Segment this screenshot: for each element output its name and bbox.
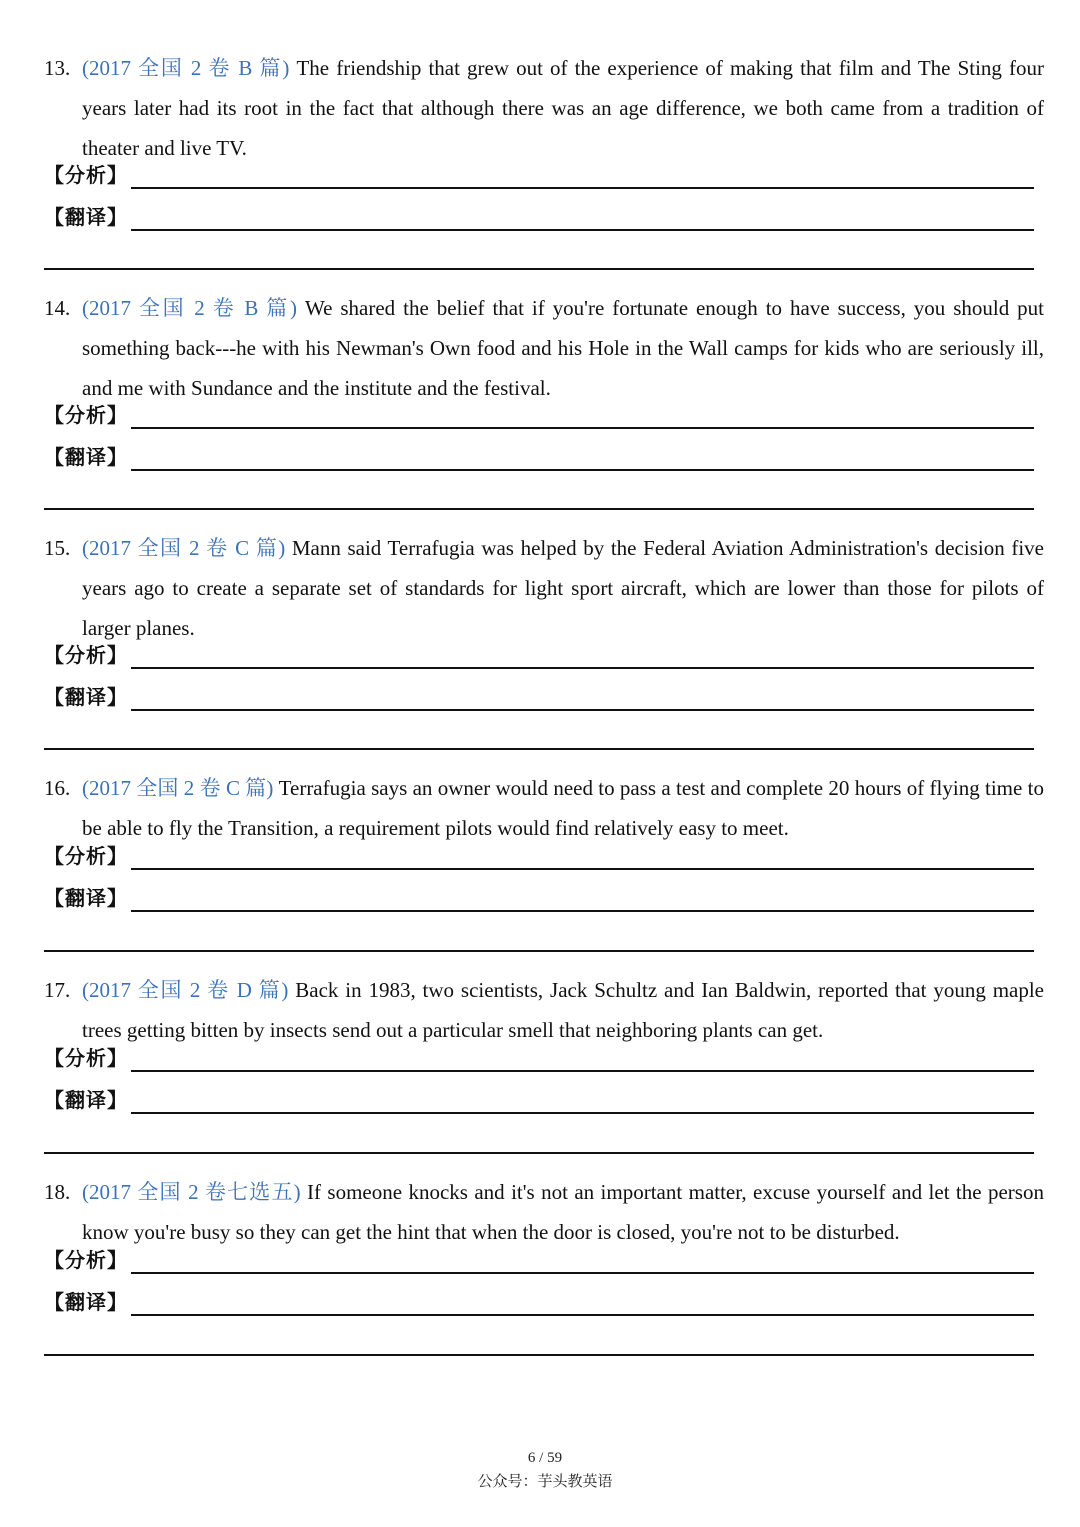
question-sentence: Back in 1983, two scientists, Jack Schultz and Ian Baldwin, reported that young maple trees getting bitten by insects send out a particular smell that neighboring plants can get. xyxy=(82,978,1045,1042)
question-sentence: We shared the belief that if you're fortunate enough to have success, you should put something back---he with his Newman's Own food and his Hole in the Wall camps for kids who are seriously ill, and me with Sundance and the institute and the festival. xyxy=(82,296,1045,400)
translation-label: 【翻译】 xyxy=(44,205,128,229)
question-text xyxy=(82,48,1044,168)
question-source: (2017 全国 2 卷七选五) xyxy=(82,1180,301,1204)
wechat-account: 公众号：芋头教英语 xyxy=(477,1472,613,1490)
question-text xyxy=(82,1172,1044,1252)
question-text xyxy=(82,970,1044,1050)
translation-row xyxy=(44,884,1034,918)
analysis-answer-line[interactable] xyxy=(131,667,1034,669)
translation-label: 【翻译】 xyxy=(44,685,128,709)
question-item-13 xyxy=(0,18,1080,258)
question-source: (2017 全国 2 卷 C 篇) xyxy=(82,536,286,560)
translation-row xyxy=(44,443,1034,477)
question-source: (2017 全国 2 卷 B 篇) xyxy=(82,56,290,80)
translation-answer-line[interactable] xyxy=(131,469,1034,471)
analysis-answer-line[interactable] xyxy=(131,1070,1034,1072)
analysis-row xyxy=(44,842,1034,876)
analysis-row xyxy=(44,161,1034,195)
question-sentence: If someone knocks and it's not an important matter, excuse yourself and let the person know you're busy so they can get the hint that when the door is closed, you're not to be disturbed. xyxy=(82,1180,1044,1244)
question-number: 18. xyxy=(44,1180,71,1204)
question-sentence: Mann said Terrafugia was helped by the Federal Aviation Administration's decision five years ago to create a separate set of standards for light sport aircraft, which are lower than those for pilots of larger planes. xyxy=(82,536,1044,640)
translation-continuation-line[interactable] xyxy=(44,1354,1034,1356)
question-number: 16. xyxy=(44,776,71,800)
translation-answer-line[interactable] xyxy=(131,1112,1034,1114)
translation-row xyxy=(44,1288,1034,1322)
translation-answer-line[interactable] xyxy=(131,1314,1034,1316)
translation-row xyxy=(44,683,1034,717)
question-sentence: The friendship that grew out of the experience of making that film and The Sting four years later had its root in the fact that although there was an age difference, we both came from a tradition of theater and live TV. xyxy=(82,56,1044,160)
analysis-answer-line[interactable] xyxy=(131,427,1034,429)
question-source: (2017 全国 2 卷 D 篇) xyxy=(82,978,289,1002)
translation-row xyxy=(44,1086,1034,1120)
analysis-answer-line[interactable] xyxy=(131,868,1034,870)
translation-label: 【翻译】 xyxy=(44,1088,128,1112)
analysis-row xyxy=(44,641,1034,675)
analysis-row xyxy=(44,1044,1034,1078)
analysis-label: 【分析】 xyxy=(44,163,128,187)
question-item-18 xyxy=(0,1142,1080,1382)
translation-row xyxy=(44,203,1034,237)
analysis-label: 【分析】 xyxy=(44,643,128,667)
question-sentence: Terrafugia says an owner would need to pass a test and complete 20 hours of flying time to be able to fly the Transition, a requirement pilots would find relatively easy to meet. xyxy=(82,776,1044,840)
analysis-row xyxy=(44,401,1034,435)
question-item-14 xyxy=(0,258,1080,498)
question-number: 17. xyxy=(44,978,71,1002)
translation-answer-line[interactable] xyxy=(131,229,1034,231)
analysis-answer-line[interactable] xyxy=(131,1272,1034,1274)
translation-label: 【翻译】 xyxy=(44,445,128,469)
analysis-label: 【分析】 xyxy=(44,403,128,427)
analysis-answer-line[interactable] xyxy=(131,187,1034,189)
question-text xyxy=(82,528,1044,648)
question-source: (2017 全国 2 卷 B 篇) xyxy=(82,296,298,320)
question-source: (2017 全国 2 卷 C 篇) xyxy=(82,776,274,800)
question-text xyxy=(82,768,1044,848)
page-number: 6 / 59 xyxy=(527,1450,563,1466)
translation-label: 【翻译】 xyxy=(44,886,128,910)
analysis-row xyxy=(44,1246,1034,1280)
analysis-label: 【分析】 xyxy=(44,1248,128,1272)
translation-label: 【翻译】 xyxy=(44,1290,128,1314)
question-number: 14. xyxy=(44,296,71,320)
question-text xyxy=(82,288,1044,408)
analysis-label: 【分析】 xyxy=(44,1046,128,1070)
translation-answer-line[interactable] xyxy=(131,709,1034,711)
translation-answer-line[interactable] xyxy=(131,910,1034,912)
question-number: 15. xyxy=(44,536,71,560)
question-item-15 xyxy=(0,498,1080,738)
analysis-label: 【分析】 xyxy=(44,844,128,868)
question-number: 13. xyxy=(44,56,71,80)
